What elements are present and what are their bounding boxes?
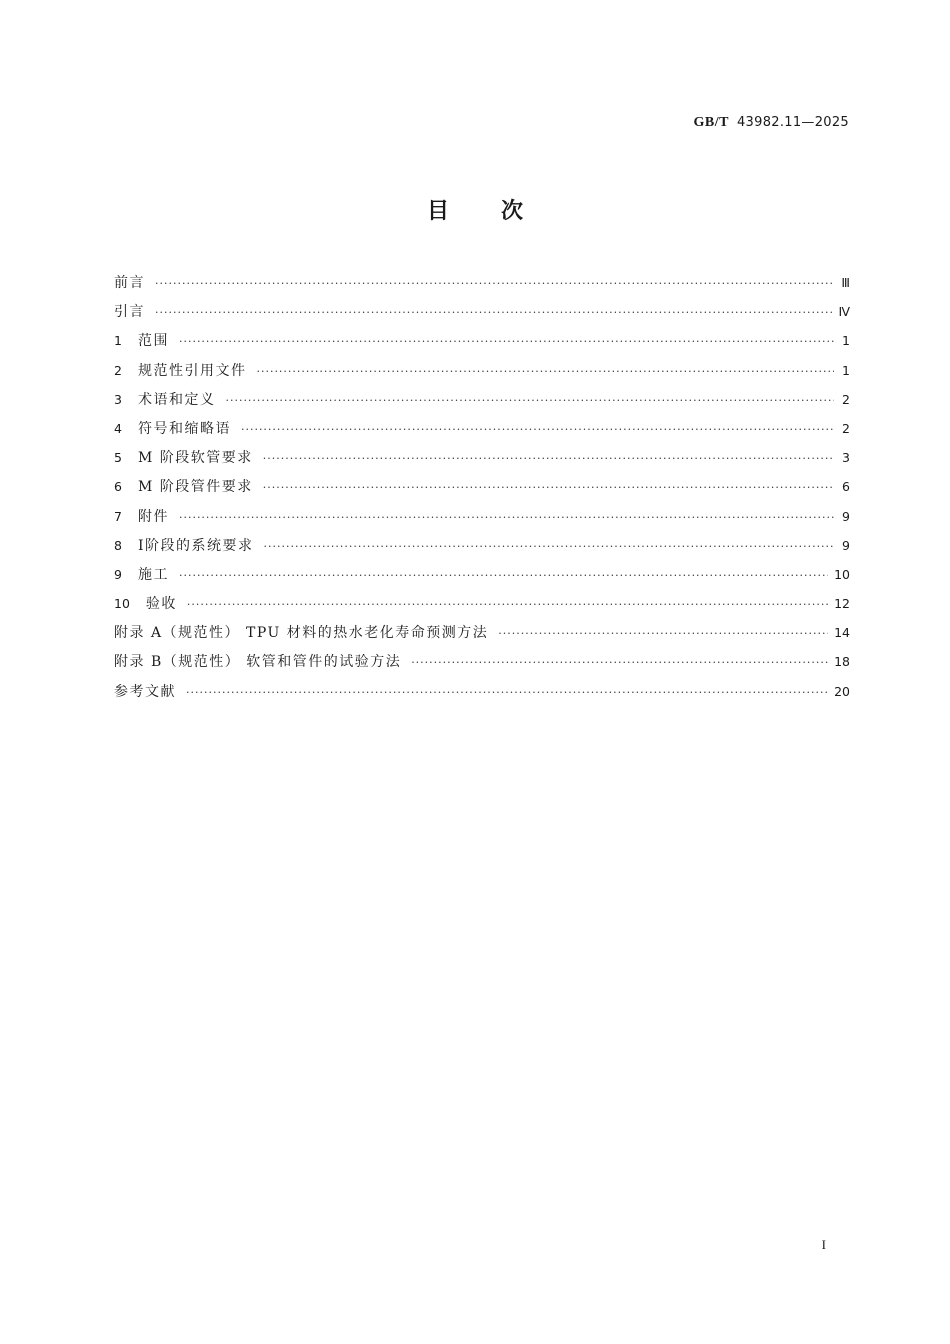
toc-entry[interactable] — [114, 622, 850, 651]
toc-page-number: 2 — [842, 420, 850, 436]
toc-entry-label: 附录 B（规范性） 软管和管件的试验方法 — [114, 654, 402, 671]
toc-entry-label: 验收 — [145, 596, 177, 613]
toc-page-number: 10 — [834, 566, 850, 582]
toc-entry-number: 10 — [114, 596, 130, 612]
toc-page-number: 3 — [842, 450, 850, 466]
toc-entry-label: 附件 — [137, 508, 169, 525]
toc-entry-number: 6 — [114, 479, 122, 495]
standard-code — [694, 115, 849, 131]
toc-leader-dots — [263, 481, 834, 494]
standard-prefix: GB/T — [693, 115, 729, 130]
toc-leader-dots — [187, 598, 828, 611]
toc-entry-label: M 阶段软管要求 — [137, 450, 253, 467]
toc-entry[interactable] — [114, 330, 850, 359]
toc-entry[interactable] — [114, 564, 850, 593]
toc-entry[interactable] — [114, 272, 850, 301]
toc-entry[interactable] — [114, 506, 850, 535]
toc-leader-dots — [498, 627, 828, 640]
toc-entry[interactable] — [114, 681, 850, 710]
toc-page-number: 18 — [834, 654, 850, 670]
toc-leader-dots — [241, 423, 834, 436]
toc-page-number: 2 — [842, 391, 850, 407]
toc-page-number: 14 — [834, 625, 850, 641]
toc-entry-label: 施工 — [137, 566, 169, 583]
toc-leader-dots — [411, 656, 828, 669]
toc-entry-label: Ⅰ阶段的系统要求 — [137, 537, 254, 554]
toc-entry[interactable] — [114, 360, 850, 389]
toc-leader-dots — [179, 335, 834, 348]
toc-entry[interactable] — [114, 418, 850, 447]
toc-page-number: Ⅳ — [838, 304, 850, 320]
toc-entry-number: 7 — [114, 508, 122, 524]
toc-entry-number: 9 — [114, 566, 122, 582]
toc-page-number: Ⅲ — [841, 275, 850, 290]
toc-entry-label: 术语和定义 — [137, 391, 216, 408]
toc-entry-number: 3 — [114, 391, 122, 407]
toc-entry[interactable] — [114, 476, 850, 505]
toc-entry-number: 5 — [114, 450, 122, 466]
toc-entry-number: 8 — [114, 537, 122, 553]
toc-entry-label: 附录 A（规范性） TPU 材料的热水老化寿命预测方法 — [114, 625, 489, 642]
toc-leader-dots — [186, 686, 828, 699]
toc-leader-dots — [155, 277, 834, 290]
toc-entry[interactable] — [114, 535, 850, 564]
toc-entry-label: 参考文献 — [114, 683, 176, 700]
toc-page-number: 9 — [842, 537, 850, 553]
toc-leader-dots — [263, 540, 834, 553]
title-char-2: 次 — [501, 199, 524, 224]
toc-entry-label: 前言 — [114, 275, 145, 291]
page-title — [0, 194, 950, 225]
toc-page-number: 1 — [842, 362, 850, 378]
toc-page-number: 12 — [834, 596, 850, 612]
toc-entry-number: 1 — [114, 333, 122, 349]
toc-leader-dots — [263, 452, 834, 465]
toc-entry[interactable] — [114, 593, 850, 622]
toc-entry[interactable] — [114, 301, 850, 330]
toc-entry-label: M 阶段管件要求 — [137, 479, 253, 496]
toc-page-number: 1 — [842, 333, 850, 349]
title-char-1: 目 — [426, 199, 449, 224]
toc-entry[interactable] — [114, 447, 850, 476]
toc-leader-dots — [155, 306, 832, 319]
toc-page-number: 9 — [842, 508, 850, 524]
toc-entry-label: 引言 — [114, 304, 145, 321]
toc-page-number: 6 — [842, 479, 850, 495]
toc-entry-number: 4 — [114, 420, 122, 436]
toc-leader-dots — [256, 365, 834, 378]
toc-entry[interactable] — [114, 389, 850, 418]
standard-number: 43982.11—2025 — [736, 115, 849, 130]
table-of-contents — [114, 272, 850, 710]
footer-page-number: I — [821, 1237, 826, 1252]
toc-entry-label: 规范性引用文件 — [137, 362, 247, 379]
toc-entry[interactable] — [114, 651, 850, 680]
toc-leader-dots — [179, 511, 834, 524]
toc-entry-number: 2 — [114, 362, 122, 378]
toc-leader-dots — [225, 394, 834, 407]
toc-leader-dots — [179, 569, 828, 582]
toc-page-number: 20 — [834, 683, 850, 699]
toc-entry-label: 范围 — [137, 333, 169, 350]
toc-entry-label: 符号和缩略语 — [137, 420, 231, 437]
